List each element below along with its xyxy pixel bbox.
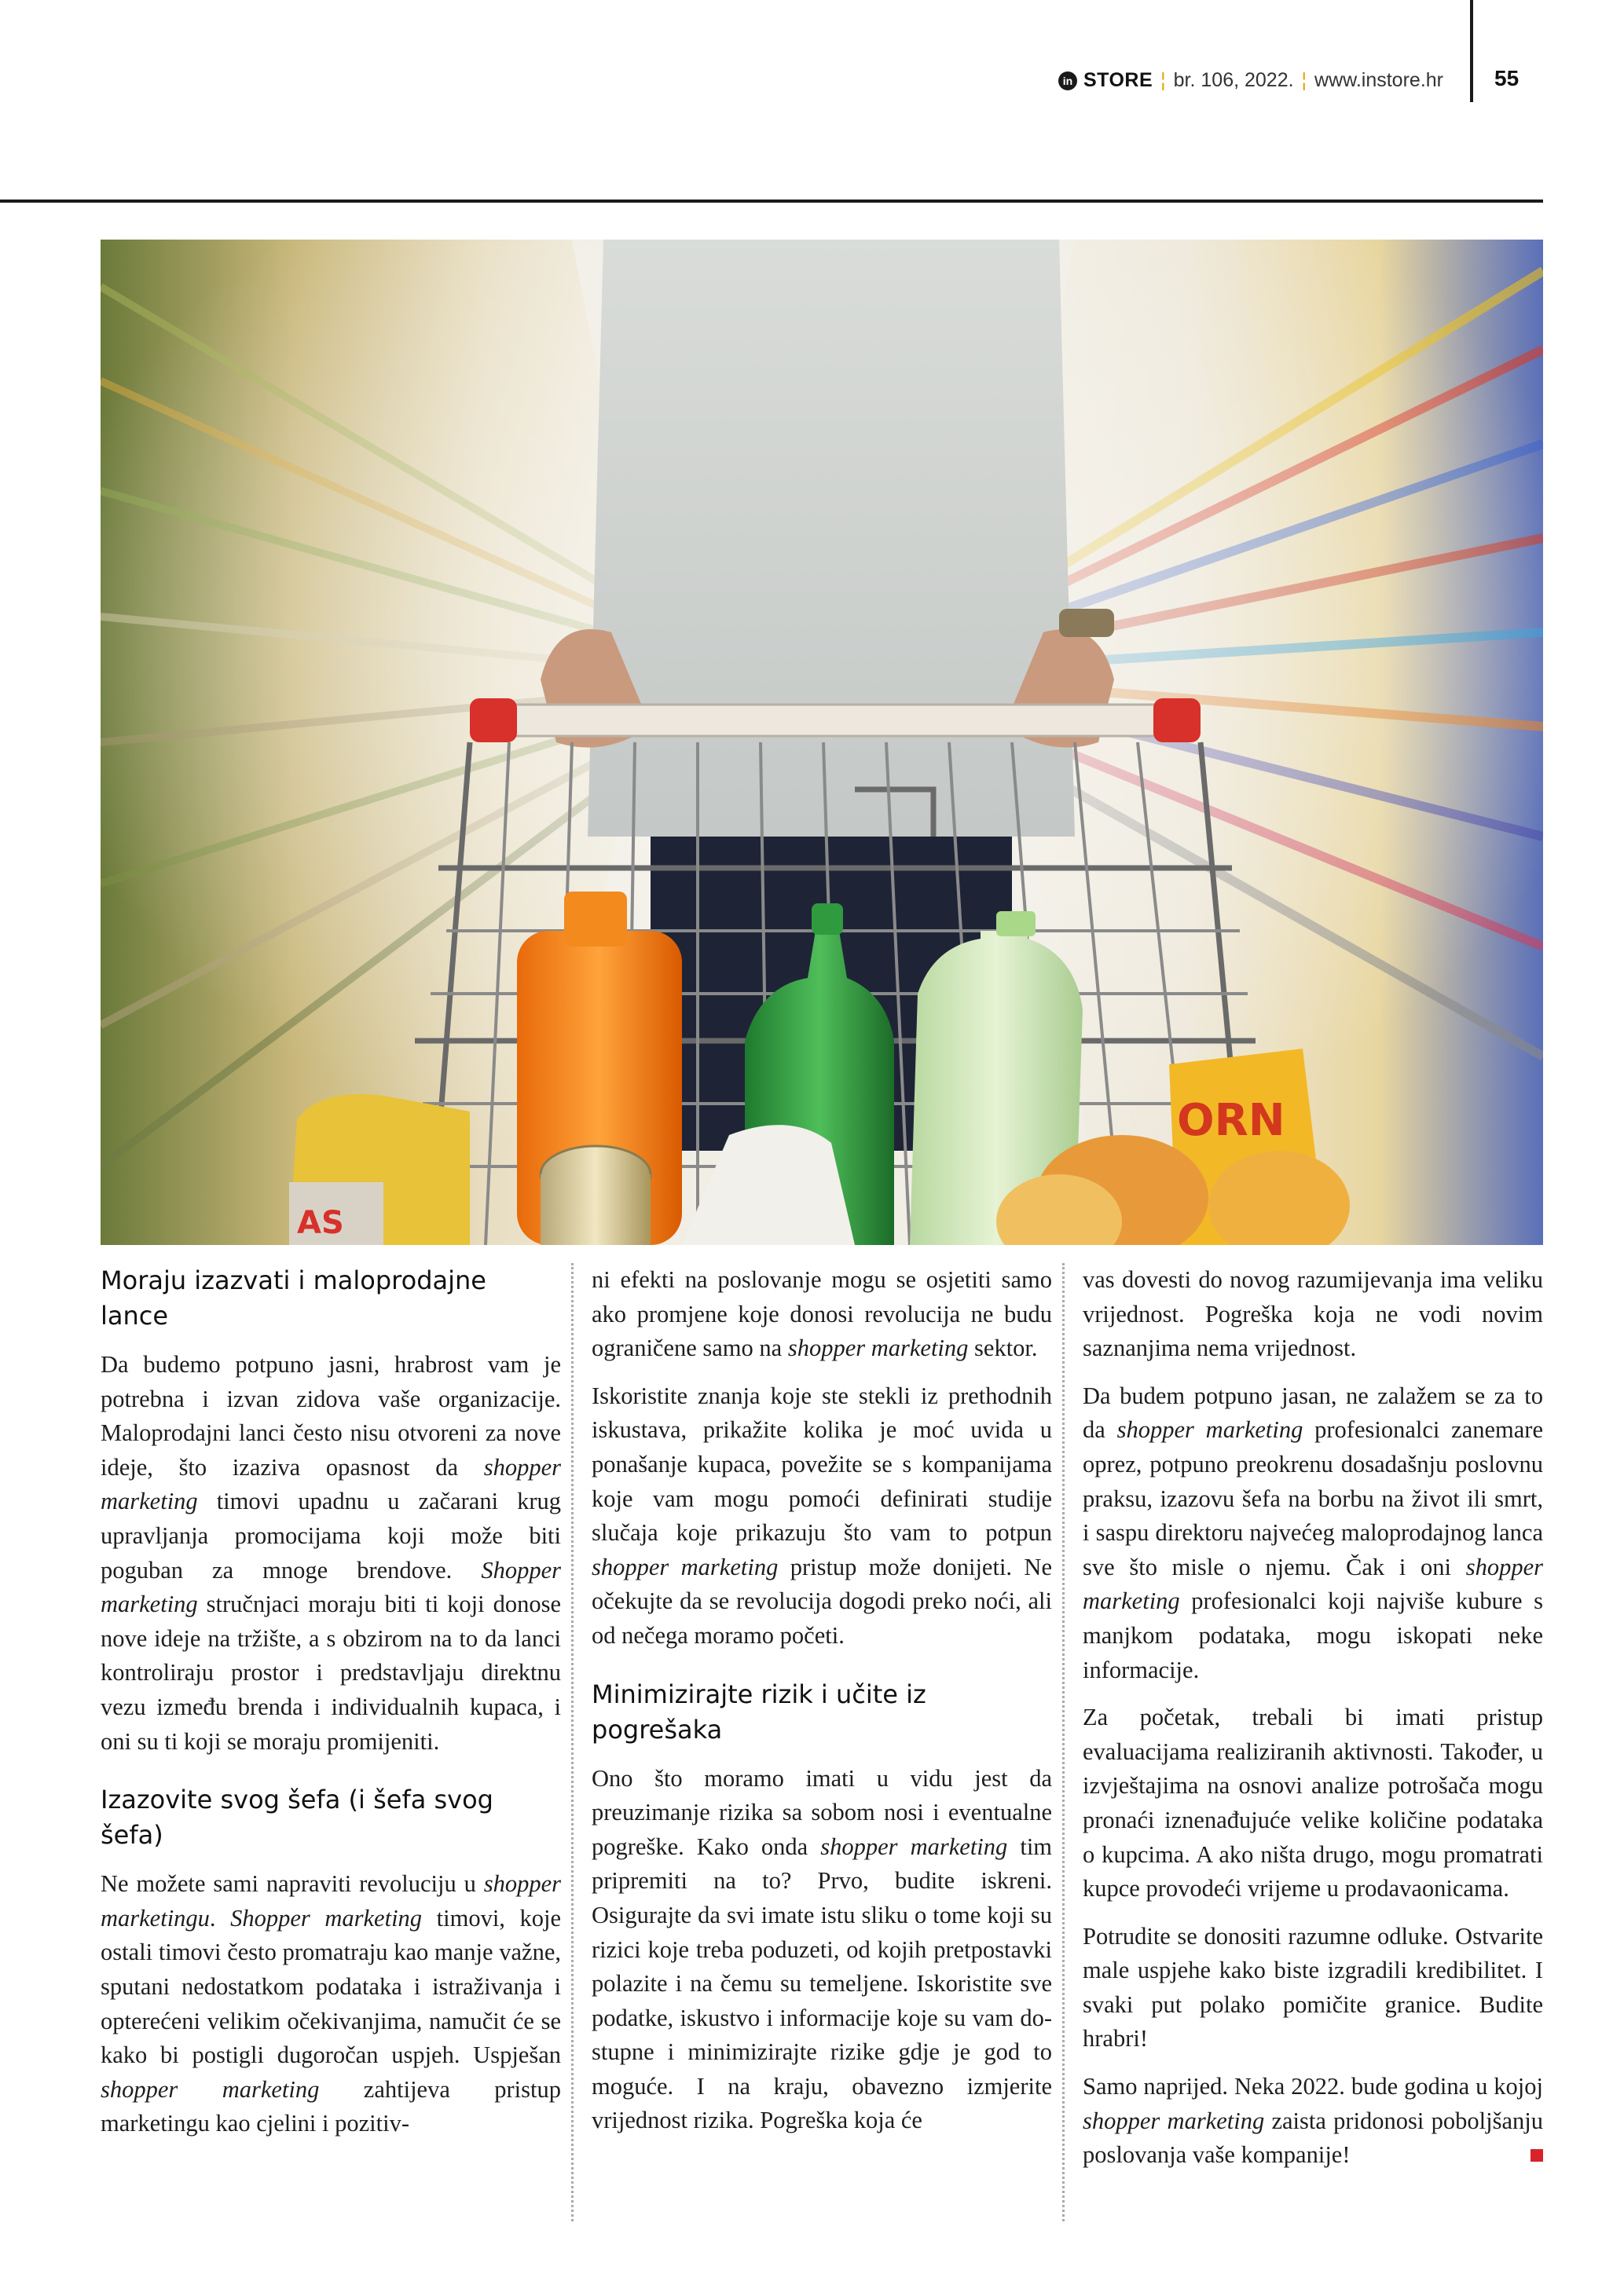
- paragraph: Samo naprijed. Neka 2022. bude godina u kojoj shopper marketing zaista pridonosi poboljšanju poslovanja vaše kompanije!: [1083, 2073, 1543, 2169]
- issue-number: br. 106, 2022.: [1173, 69, 1294, 91]
- can-label-right: ORN: [1177, 1095, 1285, 1146]
- website-link[interactable]: www.instore.hr: [1314, 69, 1443, 91]
- paragraph: Za početak, trebali bi imati pristup evaluacijama realiziranih aktivnosti. Također, u izvještajima na osnovi analize potrošača mogu pronaći iznenađujuće velike količine podataka o kupcima. A ako ništa drugo, mogu promatrati kupce provodeći vrijeme u prodavaonicama.: [1083, 1704, 1543, 1902]
- paragraph: Iskoristite znanja koje ste stekli iz prethodnih iskustava, prikažite kolika je moć uvida u ponašanje kupaca, povežite se s kompanijama koje vam mogu pomoći definirati studije slučaja koje prikazuju što vam to potpun shopper marketing pristup može donijeti. Ne očekujte da se revolucija dogodi preko noći, ali od nečega moramo početi.: [592, 1382, 1052, 1649]
- column-divider: [1062, 1263, 1065, 2221]
- brand-name: STORE: [1083, 69, 1153, 91]
- separator: ¦: [1301, 69, 1307, 91]
- paragraph: Potrudite se donositi razumne odluke. Ostvarite male uspjehe kako biste izgradili kredibilitet. I svaki put polako pomičite granice. Budite hrabri!: [1083, 1922, 1543, 2052]
- shopping-cart-illustration: [101, 240, 1543, 1245]
- paragraph: vas dovesti do novog razumijevanja ima veliku vrijednost. Pogreška koja ne vodi novim saznanjima nema vrijednost.: [1083, 1266, 1543, 1362]
- paragraph: ni efekti na poslovanje mogu se osjetiti samo ako promjene koje donosi revolucija ne budu ograničene samo na shopper marketing sektor.: [592, 1266, 1052, 1362]
- paragraph: Ono što moramo imati u vidu jest da preuzimanje rizika sa sobom nosi i eventualne pogreške. Kako onda shopper marketing tim pripremiti na to? Prvo, budite iskreni. Osigurajte da svi imate istu sliku o tome koji su rizici koje treba poduzeti, od kojih pretpostavki polazite i na čemu su temeljene. Iskoristite sve podatke, iskustvo i informacije koje su vam dostupne i minimizirajte rizike gdje je god to moguće. I na kraju, obavezno izmjerite vrijednost rizika. Pogreška koja će: [592, 1764, 1053, 2134]
- section-heading: Minimizirajte rizik i učite iz pogrešaka: [592, 1679, 926, 1745]
- column-divider: [571, 1263, 574, 2221]
- paragraph: Da budem potpuno jasan, ne zalažem se za to da shopper marketing profesionalci zanemare oprez, potpuno preokrenu dosadašnju poslovnu praksu, izazovu šefa na borbu na život ili smrt, i saspu direktoru najvećeg maloprodajnog lanca sve što misle o njemu. Čak i oni shopper marketing profesionalci koji najviše kubure s manjkom podataka, mogu iskopati neke informacije.: [1083, 1382, 1543, 1683]
- paragraph: Da budemo potpuno jasni, hrabrost vam je potrebna i izvan zidova vaše organizacije. Maloprodajni lanci često nisu otvoreni za nove ideje, što izaziva opasnost da shopper marketing timovi upadnu u začarani krug upravljanja promocijama koji može biti poguban za mnoge brendove. Shopper marketing stručnjaci moraju biti ti koji donose nove ideje na tržište, a s obzirom na to da lanci kontroliraju prostor i predstavljaju direktnu vezu između brenda i individualnih kupaca, i oni su ti koji se moraju promijeniti.: [101, 1351, 561, 1755]
- article-end-mark: [1531, 2149, 1543, 2162]
- section-heading: Izazovite svog šefa (i šefa svog šefa): [101, 1785, 493, 1851]
- separator: ¦: [1160, 69, 1166, 91]
- instore-logo-icon: in: [1058, 71, 1077, 90]
- shopping-cart-photo: [101, 240, 1543, 1245]
- header-rule: [0, 200, 1543, 203]
- header-meta: [1058, 69, 1443, 92]
- header-vertical-rule: [1470, 0, 1473, 102]
- article-column-2: [592, 1263, 1052, 2151]
- section-heading: Moraju izazvati i maloprodajne lance: [101, 1265, 486, 1331]
- page-number: 55: [1494, 66, 1520, 90]
- can-label-left: AS: [297, 1205, 344, 1241]
- paragraph: Ne možete sami napraviti revoluciju u shopper marketingu. Shopper marketing timovi, koje ostali timovi često promatraju kao manje važne, sputani nedostatkom podataka i istraživanja i opterećeni velikim očekivanjima, namučit će se kako bi postigli dugoročan uspjeh. Uspješan shopper marketing zahtijeva pristup marketingu kao cjelini i pozitiv-: [101, 1870, 562, 2137]
- article-column-1: [101, 1263, 561, 2155]
- article-column-3: [1083, 1263, 1543, 2186]
